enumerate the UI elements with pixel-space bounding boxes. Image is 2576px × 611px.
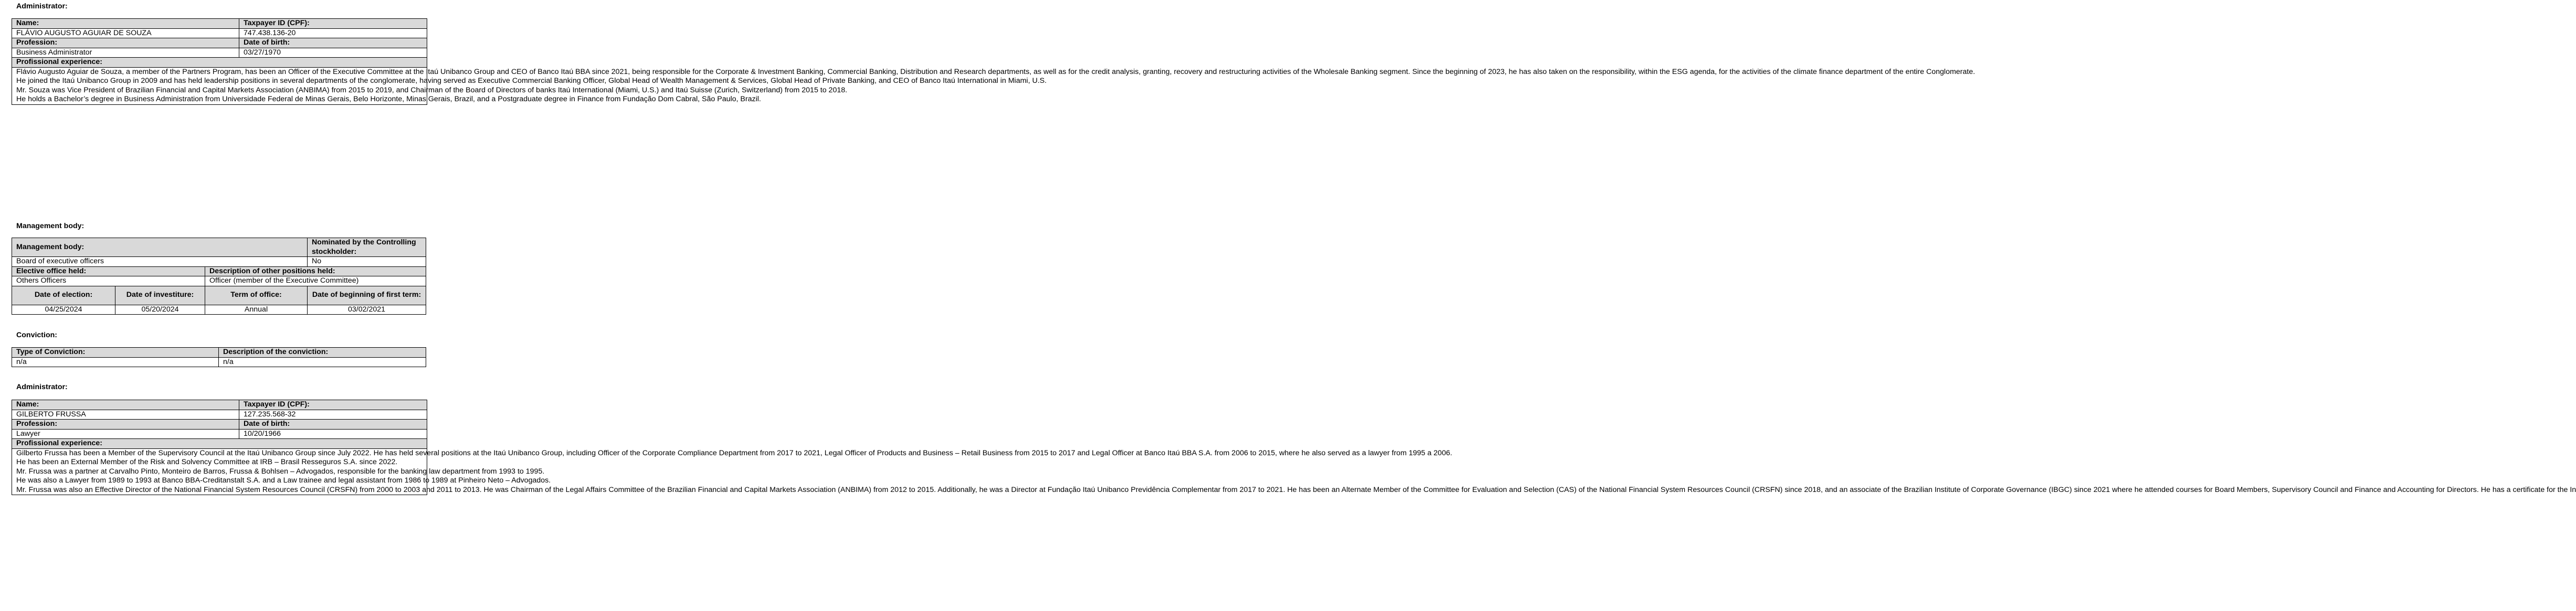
taxpayer-label: Taxpayer ID (CPF): bbox=[239, 19, 427, 29]
experience-paragraph: Gilberto Frussa has been a Member of the Supervisory Council at the Itaú Unibanco Group since July 2022. He has held several positions at the Itaú Unibanco Group, including Officer of the Corporate Compliance Department from 2017 to 2021, Legal Officer of Products and Business – Retail Business from 2015 to 2017 and Legal Officer at Banco Itaú BBA S.A. from 2006 to 2015, where he also served as a lawyer from 1995 a 2006. bbox=[16, 448, 1452, 457]
experience-paragraph: Flávio Augusto Aguiar de Souza, a member of the Partners Program, has been an Officer of the Executive Committee at the Itaú Unibanco Group and CEO of Banco Itaú BBA since 2021, being responsible for the Corporate & Investment Banking, Commercial Banking, Distribution and Research departments, as well as for the credit analysis, granting, recovery and restructuring activities of the Wholesale Banking segment. Since the beginning of 2023, he has also taken on the responsibility, within the ESG agenda, for the activities of the climate finance department of the entire Conglomerate. bbox=[16, 67, 1976, 76]
profession-value: Lawyer bbox=[12, 429, 239, 439]
dob-label: Date of birth: bbox=[239, 420, 427, 430]
name-value: GILBERTO FRUSSA bbox=[12, 410, 239, 420]
dob-value: 10/20/1966 bbox=[239, 429, 427, 439]
administrator-table-1 bbox=[12, 18, 1976, 105]
other-positions-label: Description of other positions held: bbox=[205, 266, 426, 276]
experience-paragraph: He joined the Itaú Unibanco Group in 2009 and has held leadership positions in several departments of the conglomerate, having served as Executive Commercial Banking Officer, Global Head of Wealth Management & Services, Global Head of Private Banking, and CEO of Banco Itaú International in Miami, U.S. bbox=[16, 77, 1047, 85]
experience-paragraph: Mr. Frussa was also an Effective Director of the National Financial System Resources Council (CRSFN) from 2000 to 2003 and 2011 to 2013. He was Chairman of the Legal Affairs Committee of the Brazilian Financial and Capital Markets Association (ANBIMA) from 2012 to 2015. Additionally, he was a Director at Fundação Itaú Unibanco Previdência Complementar from 2017 to 2021. He has been an Alternate Member of the Committee for Evaluation and Selection (CAS) of the National Financial System Resources Council (CRSFN) since 2018, and an associate of the Brazilian Institute of Corporate Governance (IBGC) since 2021 where he attended courses for Board Members, Supervisory Council and Finance and Accounting for Directors. He has a certificate for the In bbox=[16, 485, 2576, 494]
section-title-conviction: Conviction: bbox=[16, 331, 58, 339]
management-body-table bbox=[12, 238, 426, 315]
first-term-label: Date of beginning of first term: bbox=[308, 286, 426, 305]
term-label: Term of office: bbox=[205, 286, 308, 305]
investiture-date-value: 05/20/2024 bbox=[115, 305, 205, 315]
dob-value: 03/27/1970 bbox=[239, 48, 427, 58]
conviction-description-value: n/a bbox=[219, 357, 426, 367]
conviction-table bbox=[12, 347, 426, 367]
section-title-administrator: Administrator: bbox=[16, 2, 68, 10]
taxpayer-value: 747.438.136-20 bbox=[239, 28, 427, 38]
section-title-administrator: Administrator: bbox=[16, 383, 68, 391]
nominated-value: No bbox=[308, 257, 426, 267]
term-value: Annual bbox=[205, 305, 308, 315]
election-date-label: Date of election: bbox=[12, 286, 115, 305]
profession-value: Business Administrator bbox=[12, 48, 239, 58]
experience-paragraph: Mr. Frussa was a partner at Carvalho Pinto, Monteiro de Barros, Frussa & Bohlsen – Advogados, responsible for the banking law department from 1993 to 1995. bbox=[16, 467, 545, 476]
elective-office-label: Elective office held: bbox=[12, 266, 205, 276]
section-title-management-body: Management body: bbox=[16, 222, 85, 230]
management-body-label: Management body: bbox=[12, 238, 308, 257]
experience-label: Profissional experience: bbox=[12, 58, 427, 68]
conviction-type-value: n/a bbox=[12, 357, 219, 367]
election-date-value: 04/25/2024 bbox=[12, 305, 115, 315]
name-value: FLÁVIO AUGUSTO AGUIAR DE SOUZA bbox=[12, 28, 239, 38]
conviction-description-label: Description of the conviction: bbox=[219, 348, 426, 358]
experience-text bbox=[12, 448, 2576, 495]
taxpayer-label: Taxpayer ID (CPF): bbox=[239, 400, 427, 410]
experience-label: Profissional experience: bbox=[12, 439, 427, 449]
taxpayer-value: 127.235.568-32 bbox=[239, 410, 427, 420]
nominated-label: Nominated by the Controlling stockholder: bbox=[308, 238, 426, 257]
experience-paragraph: He was also a Lawyer from 1989 to 1993 at Banco BBA-Creditanstalt S.A. and a Law trainee and legal assistant from 1986 to 1989 at Pinheiro Neto – Advogados. bbox=[16, 476, 551, 485]
name-label: Name: bbox=[12, 19, 239, 29]
first-term-value: 03/02/2021 bbox=[308, 305, 426, 315]
other-positions-value: Officer (member of the Executive Committee) bbox=[205, 276, 426, 286]
experience-paragraph: He has been an External Member of the Risk and Solvency Committee at IRB – Brasil Resseguros S.A. since 2022. bbox=[16, 458, 398, 466]
experience-paragraph: He holds a Bachelor’s degree in Business Administration from Universidade Federal de Minas Gerais, Belo Horizonte, Minas Gerais, Brazil, and a Postgraduate degree in Finance from Fundação Dom Cabral, São Paulo, Brazil. bbox=[16, 95, 761, 103]
elective-office-value: Others Officers bbox=[12, 276, 205, 286]
name-label: Name: bbox=[12, 400, 239, 410]
experience-text bbox=[12, 67, 1976, 104]
conviction-type-label: Type of Conviction: bbox=[12, 348, 219, 358]
investiture-date-label: Date of investiture: bbox=[115, 286, 205, 305]
experience-paragraph: Mr. Souza was Vice President of Brazilian Financial and Capital Markets Association (ANBIMA) from 2015 to 2019, and Chairman of the Board of Directors of banks Itaú International (Miami, U.S.) and Itaú Suisse (Zurich, Switzerland) from 2015 to 2018. bbox=[16, 85, 848, 94]
dob-label: Date of birth: bbox=[239, 38, 427, 48]
management-body-value: Board of executive officers bbox=[12, 257, 308, 267]
administrator-table-2 bbox=[12, 400, 2576, 495]
profession-label: Profession: bbox=[12, 420, 239, 430]
profession-label: Profession: bbox=[12, 38, 239, 48]
